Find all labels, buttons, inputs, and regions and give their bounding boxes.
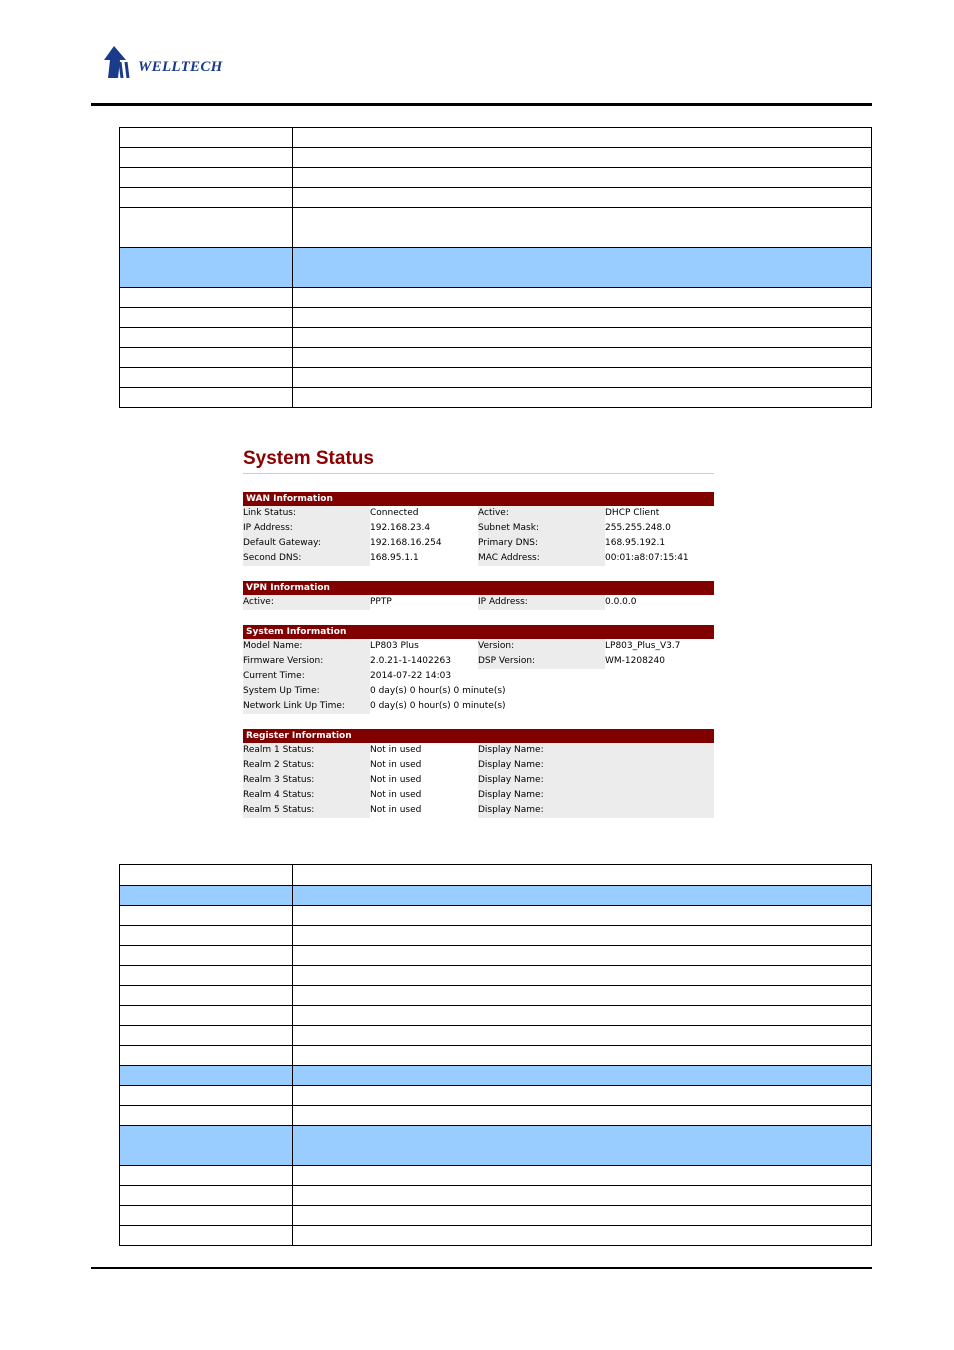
table-row (120, 1166, 872, 1186)
field-label: Realm 4 Status: (243, 788, 370, 803)
table-cell (293, 348, 872, 368)
status-row (243, 758, 714, 773)
table-row (120, 906, 872, 926)
status-row (243, 506, 714, 521)
wan-section (243, 492, 714, 566)
page-title: System Status (243, 448, 374, 469)
status-row (243, 536, 714, 551)
table-cell (120, 1006, 293, 1026)
table-row (120, 966, 872, 986)
table-row (120, 368, 872, 388)
table-cell (120, 1026, 293, 1046)
field-label: Display Name: (478, 803, 605, 818)
field-label: Current Time: (243, 669, 370, 684)
field-label: DSP Version: (478, 654, 605, 669)
table-cell (293, 986, 872, 1006)
field-label: Version: (478, 639, 605, 654)
table-row (120, 1026, 872, 1046)
table-cell (120, 188, 293, 208)
table-row (120, 388, 872, 408)
table-cell (120, 966, 293, 986)
table-row (120, 1206, 872, 1226)
table-cell (293, 388, 872, 408)
table-cell (293, 1106, 872, 1126)
spec-table-top (119, 127, 872, 408)
table-cell (120, 1086, 293, 1106)
field-value: DHCP Client (605, 508, 660, 518)
table-cell (293, 1006, 872, 1026)
table-cell (293, 886, 872, 906)
field-value: 0 day(s) 0 hour(s) 0 minute(s) (370, 701, 506, 711)
table-cell (120, 308, 293, 328)
table-cell (120, 208, 293, 248)
field-label: Firmware Version: (243, 654, 370, 669)
table-cell (293, 966, 872, 986)
status-row (243, 803, 714, 818)
title-divider (243, 473, 714, 474)
field-value: 2014-07-22 14:03 (370, 671, 452, 681)
table-cell (120, 368, 293, 388)
table-cell (293, 1046, 872, 1066)
field-value (605, 684, 714, 699)
table-cell (293, 168, 872, 188)
field-label (478, 699, 605, 714)
field-label: Default Gateway: (243, 536, 370, 551)
field-value: 00:01:a8:07:15:41 (605, 553, 689, 563)
table-cell (120, 1226, 293, 1246)
field-label: Network Link Up Time: (243, 699, 370, 714)
table-cell (120, 168, 293, 188)
field-label: Active: (478, 506, 605, 521)
table-cell (293, 1026, 872, 1046)
field-label: MAC Address: (478, 551, 605, 566)
table-row (120, 1186, 872, 1206)
field-value: LP803 Plus (370, 641, 419, 651)
field-label: Realm 1 Status: (243, 743, 370, 758)
status-row (243, 669, 714, 684)
table-row (120, 886, 872, 906)
table-cell (120, 926, 293, 946)
table-cell (293, 128, 872, 148)
field-label: Second DNS: (243, 551, 370, 566)
field-label: Subnet Mask: (478, 521, 605, 536)
field-value: Not in used (370, 745, 422, 755)
field-label: Display Name: (478, 788, 605, 803)
footer-rule (91, 1267, 872, 1269)
table-cell (120, 148, 293, 168)
table-cell (120, 1106, 293, 1126)
field-label: Primary DNS: (478, 536, 605, 551)
field-value: 2.0.21-1-1402263 (370, 656, 451, 666)
field-value: Not in used (370, 805, 422, 815)
section-header: VPN Information (243, 581, 714, 595)
table-row (120, 986, 872, 1006)
field-label: Realm 2 Status: (243, 758, 370, 773)
table-cell (120, 1066, 293, 1086)
table-row (120, 1006, 872, 1026)
table-cell (293, 308, 872, 328)
table-row (120, 188, 872, 208)
field-label (478, 669, 605, 684)
table-cell (120, 288, 293, 308)
table-cell (293, 1166, 872, 1186)
table-cell (293, 368, 872, 388)
table-cell (120, 906, 293, 926)
table-cell (293, 1086, 872, 1106)
field-label: Active: (243, 595, 370, 610)
table-cell (120, 865, 293, 886)
table-row (120, 1086, 872, 1106)
field-value: 255.255.248.0 (605, 523, 671, 533)
table-row (120, 128, 872, 148)
status-row (243, 684, 714, 699)
table-cell (293, 1186, 872, 1206)
table-cell (120, 1206, 293, 1226)
table-row (120, 288, 872, 308)
table-cell (293, 946, 872, 966)
table-cell (120, 1046, 293, 1066)
status-row (243, 654, 714, 669)
field-value (605, 699, 714, 714)
table-cell (293, 1226, 872, 1246)
table-cell (120, 248, 293, 288)
table-cell (293, 148, 872, 168)
field-label: IP Address: (478, 595, 605, 610)
register-section (243, 729, 714, 818)
field-label: IP Address: (243, 521, 370, 536)
table-cell (120, 946, 293, 966)
table-cell (120, 986, 293, 1006)
header-rule (91, 103, 872, 106)
field-value: Not in used (370, 775, 422, 785)
field-value: Connected (370, 508, 419, 518)
table-cell (120, 1186, 293, 1206)
field-value: 0.0.0.0 (605, 597, 637, 607)
logo-text: WELLTECH (138, 59, 223, 75)
table-row (120, 348, 872, 368)
table-row (120, 308, 872, 328)
field-value: 192.168.16.254 (370, 538, 442, 548)
table-cell (293, 1206, 872, 1226)
table-row (120, 1126, 872, 1166)
field-label (478, 684, 605, 699)
field-value: WM-1208240 (605, 656, 665, 666)
table-cell (293, 1066, 872, 1086)
table-row (120, 1106, 872, 1126)
table-cell (120, 886, 293, 906)
system-section (243, 625, 714, 714)
field-label: System Up Time: (243, 684, 370, 699)
status-row (243, 788, 714, 803)
table-row (120, 926, 872, 946)
table-row (120, 168, 872, 188)
table-row (120, 248, 872, 288)
table-row (120, 1066, 872, 1086)
spec-table-bottom (119, 864, 872, 1246)
field-label: Display Name: (478, 743, 605, 758)
field-value: 168.95.1.1 (370, 553, 419, 563)
field-value: LP803_Plus_V3.7 (605, 641, 681, 651)
table-cell (120, 348, 293, 368)
table-cell (293, 1126, 872, 1166)
table-cell (293, 248, 872, 288)
status-row (243, 595, 714, 610)
table-row (120, 1226, 872, 1246)
section-header: System Information (243, 625, 714, 639)
table-cell (293, 188, 872, 208)
field-value (605, 788, 714, 803)
field-value: PPTP (370, 597, 392, 607)
table-row (120, 148, 872, 168)
table-cell (120, 1166, 293, 1186)
table-cell (293, 906, 872, 926)
table-row (120, 328, 872, 348)
table-row (120, 865, 872, 886)
field-label: Link Status: (243, 506, 370, 521)
status-row (243, 743, 714, 758)
field-value (605, 803, 714, 818)
field-value (605, 758, 714, 773)
logo-arrow-icon (100, 44, 140, 84)
field-label: Model Name: (243, 639, 370, 654)
table-row (120, 208, 872, 248)
table-cell (120, 128, 293, 148)
status-row (243, 551, 714, 566)
status-row (243, 773, 714, 788)
field-value: 168.95.192.1 (605, 538, 666, 548)
field-value: 0 day(s) 0 hour(s) 0 minute(s) (370, 686, 506, 696)
table-cell (120, 1126, 293, 1166)
field-label: Realm 5 Status: (243, 803, 370, 818)
table-row (120, 946, 872, 966)
table-cell (293, 865, 872, 886)
field-value: Not in used (370, 760, 422, 770)
field-label: Realm 3 Status: (243, 773, 370, 788)
field-value: Not in used (370, 790, 422, 800)
section-header: WAN Information (243, 492, 714, 506)
field-label: Display Name: (478, 758, 605, 773)
table-cell (293, 208, 872, 248)
status-row (243, 521, 714, 536)
section-header: Register Information (243, 729, 714, 743)
vpn-section (243, 581, 714, 610)
field-value (605, 743, 714, 758)
system-status-panel (243, 445, 714, 833)
status-row (243, 639, 714, 654)
welltech-logo (100, 44, 250, 84)
field-label: Display Name: (478, 773, 605, 788)
field-value (605, 773, 714, 788)
status-row (243, 699, 714, 714)
table-cell (293, 288, 872, 308)
table-cell (120, 388, 293, 408)
field-value: 192.168.23.4 (370, 523, 431, 533)
table-cell (293, 328, 872, 348)
table-cell (293, 926, 872, 946)
table-row (120, 1046, 872, 1066)
field-value (605, 669, 714, 684)
table-cell (120, 328, 293, 348)
